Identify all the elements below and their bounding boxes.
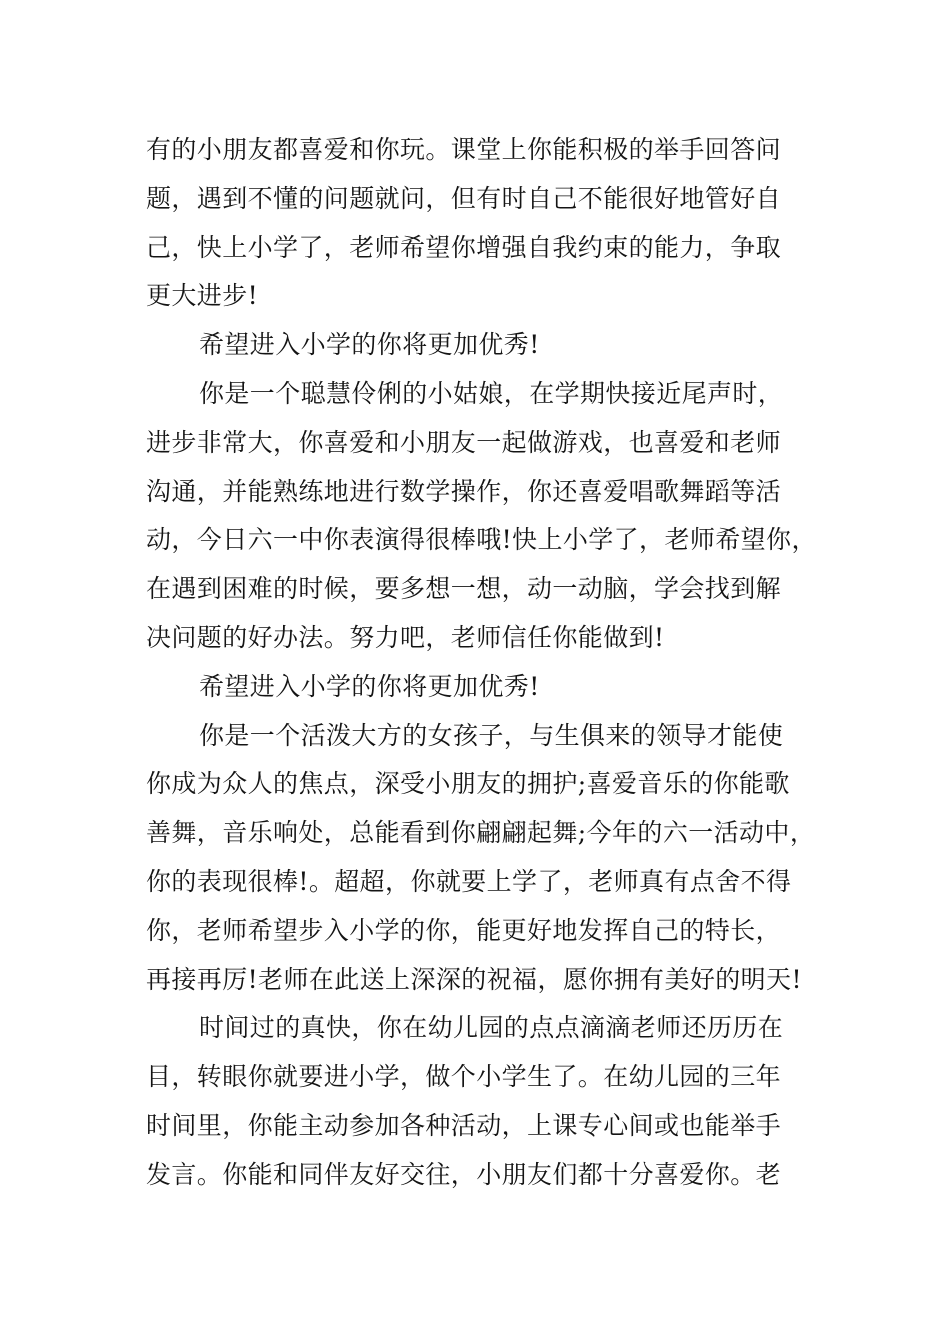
text-line: 你是一个聪慧伶俐的小姑娘，在学期快接近尾声时， [199,378,784,408]
text-line: 己，快上小学了，老师希望你增强自我约束的能力，争取 [146,232,782,262]
text-line: 时间里，你能主动参加各种活动，上课专心间或也能举手 [146,1110,782,1140]
text-line: 目，转眼你就要进小学，做个小学生了。在幼儿园的三年 [146,1062,782,1092]
text-line: 你的表现很棒!。超超，你就要上学了，老师真有点舍不得 [146,866,792,896]
text-line: 再接再厉!老师在此送上深深的祝福，愿你拥有美好的明天! [146,964,802,994]
text-line: 你，老师希望步入小学的你，能更好地发挥自己的特长， [146,915,782,945]
text-line: 善舞，音乐响处，总能看到你翩翩起舞;今年的六一活动中， [146,818,816,848]
text-line: 沟通，并能熟练地进行数学操作，你还喜爱唱歌舞蹈等活 [146,476,782,506]
text-line: 题，遇到不懂的问题就问，但有时自己不能很好地管好自 [146,183,782,213]
text-line: 进步非常大，你喜爱和小朋友一起做游戏，也喜爱和老师 [146,427,782,457]
text-line: 希望进入小学的你将更加优秀! [199,330,540,360]
text-line: 更大进步! [146,281,259,311]
text-line: 动，今日六一中你表演得很棒哦!快上小学了，老师希望你， [146,525,817,555]
text-line: 你是一个活泼大方的女孩子，与生俱来的领导才能使 [199,720,784,750]
text-line: 时间过的真快，你在幼儿园的点点滴滴老师还历历在 [199,1013,784,1043]
text-line: 在遇到困难的时候，要多想一想，动一动脑，学会找到解 [146,574,782,604]
text-line: 发言。你能和同伴友好交往，小朋友们都十分喜爱你。老 [146,1159,782,1189]
text-line: 希望进入小学的你将更加优秀! [199,671,540,701]
document-body [146,126,816,1200]
text-line: 决问题的好办法。努力吧，老师信任你能做到! [146,622,665,652]
text-line: 有的小朋友都喜爱和你玩。课堂上你能积极的举手回答问 [146,135,782,164]
text-line: 你成为众人的焦点，深受小朋友的拥护;喜爱音乐的你能歌 [146,769,790,799]
